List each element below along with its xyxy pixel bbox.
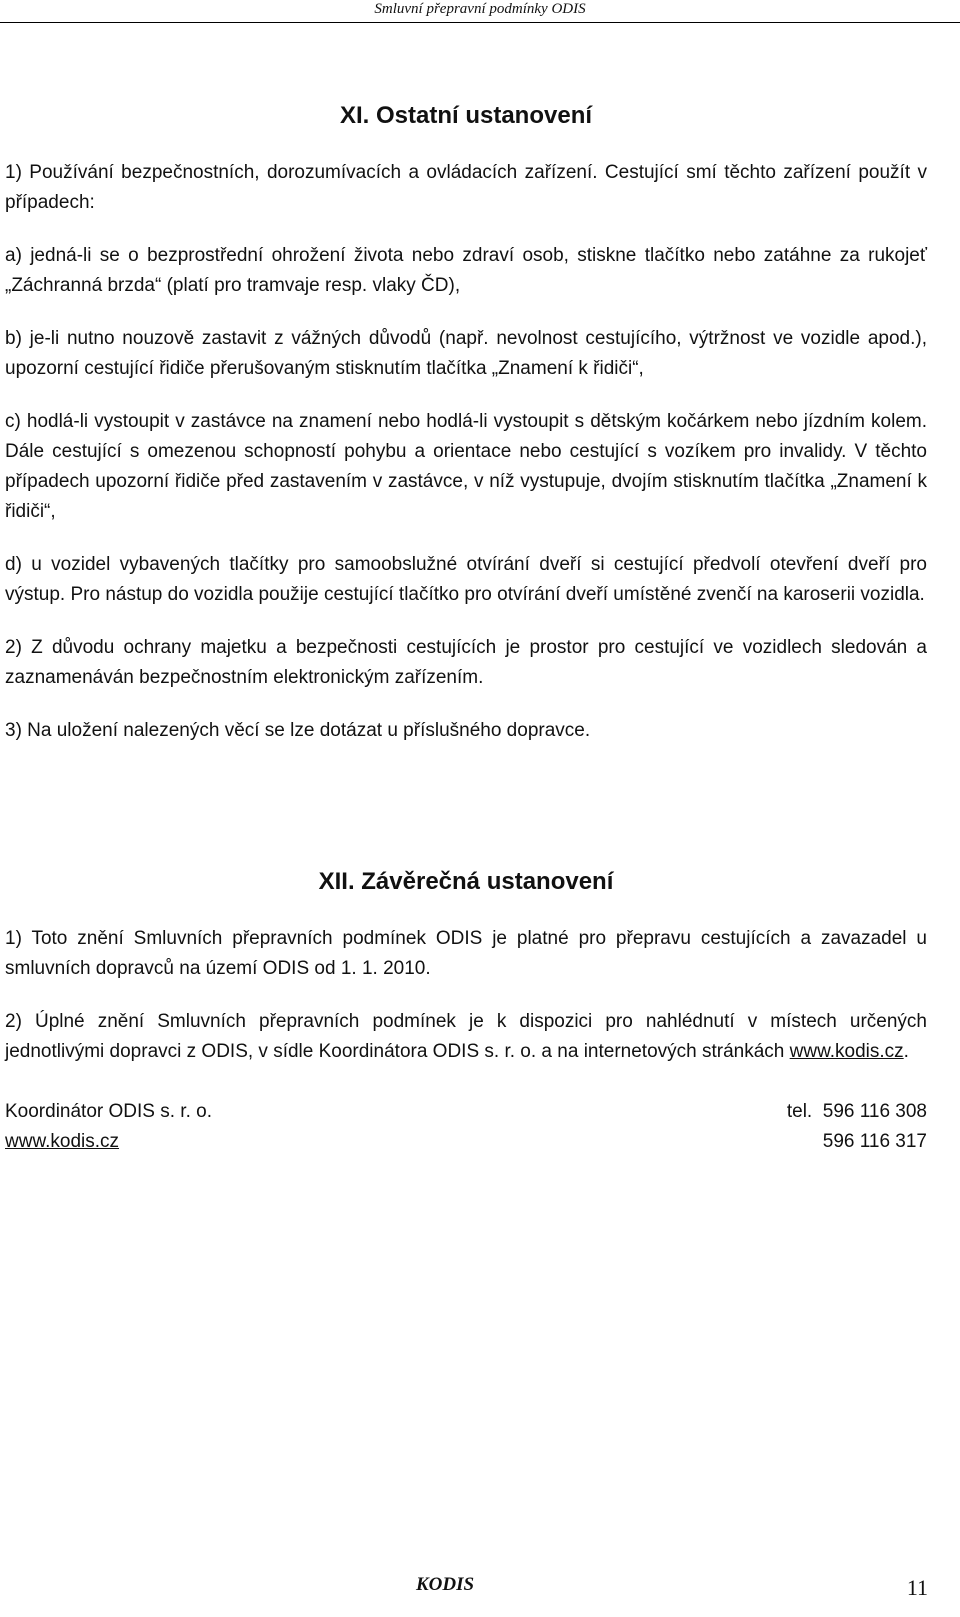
section-11-item-b: b) je-li nutno nouzově zastavit z vážných důvodů (např. nevolnost cestujícího, výtržnost ve vozidle apod.), upozorní cestující řidiče přerušovaným stisknutím tlačítka „Znamení k řidiči“, — [5, 328, 927, 379]
website-link[interactable]: www.kodis.cz — [789, 1041, 904, 1062]
section-12-paragraph-2 — [5, 1007, 927, 1067]
section-11-item-d: d) u vozidel vybavených tlačítky pro samoobslužné otvírání dveří si cestující předvolí otevření dveří pro výstup. Pro nástup do vozidla použije cestující tlačítko pro otvírání dveří umístěné zvenčí na karoserii vozidla. — [5, 554, 927, 605]
contact-phone-1: tel. 596 116 308 — [786, 1101, 927, 1122]
section-12-paragraph-2-text: 2) Úplné znění Smluvních přepravních podmínek je k dispozici pro nahlédnutí v místech určených jednotlivými dopravci z ODIS, v sídle Koordinátora ODIS s. r. o. a na internetových stránkách — [5, 1011, 927, 1062]
section-12-paragraph-1: 1) Toto znění Smluvních přepravních podmínek ODIS je platné pro přepravu cestujících a zavazadel u smluvních dopravců na území ODIS od 1. 1. 2010. — [5, 928, 927, 979]
section-11-paragraph-2: 2) Z důvodu ochrany majetku a bezpečnosti cestujících je prostor pro cestující ve vozidlech sledován a zaznamenáván bezpečnostním elektronickým zařízením. — [5, 637, 927, 688]
document-body — [5, 100, 927, 1157]
contact-block — [5, 1097, 927, 1157]
running-header — [0, 0, 960, 23]
section-11-paragraph-3: 3) Na uložení nalezených věcí se lze dotázat u příslušného dopravce. — [5, 720, 591, 741]
contact-company: Koordinátor ODIS s. r. o. — [5, 1101, 212, 1122]
page-number: 11 — [906, 1575, 928, 1600]
footer-brand: KODIS — [415, 1574, 475, 1595]
section-11-title: XI. Ostatní ustanovení — [339, 102, 593, 129]
contact-right — [787, 1097, 927, 1157]
section-11-item-a: a) jedná-li se o bezprostřední ohrožení života nebo zdraví osob, stiskne tlačítko nebo zatáhne za rukojeť „Záchranná brzda“ (platí pro tramvaje resp. vlaky ČD), — [5, 245, 927, 296]
contact-phone-2: 596 116 317 — [822, 1131, 927, 1152]
running-header-title: Smluvní přepravní podmínky ODIS — [374, 1, 586, 17]
contact-web-link[interactable]: www.kodis.cz — [5, 1131, 120, 1152]
section-11-paragraph-1: 1) Používání bezpečnostních, dorozumívacích a ovládacích zařízení. Cestující smí těchto zařízení použít v případech: — [5, 162, 927, 213]
section-12-paragraph-2-end: . — [903, 1041, 909, 1062]
contact-left — [5, 1097, 212, 1157]
section-11-item-c: c) hodlá-li vystoupit v zastávce na znamení nebo hodlá-li vystoupit s dětským kočárkem nebo jízdním kolem. Dále cestující s omezenou schopností pohybu a orientace nebo cestující s vozíkem pro invalidy. V těchto případech upozorní řidiče před zastavením v zastávce, v níž vystupuje, dvojím stisknutím tlačítka „Znamení k řidiči“, — [5, 411, 927, 522]
section-12-title: XII. Závěrečná ustanovení — [318, 868, 614, 895]
